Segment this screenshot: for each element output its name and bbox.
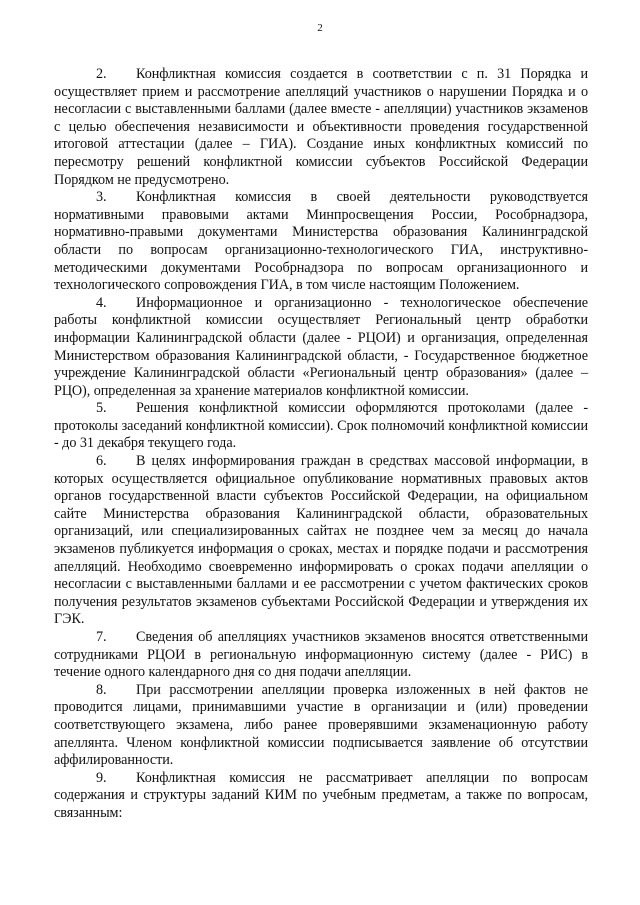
paragraph-number: 9.: [96, 769, 107, 786]
paragraph-number: 7.: [96, 629, 107, 645]
document-body: [54, 66, 588, 823]
paragraph-2: [54, 66, 588, 189]
paragraph-text: Информационное и организационно - технологическое обеспечение работы конфликтной комиссии осуществляет Региональный центр обработки информации Калининградской области (далее - РЦОИ) и организация, определенная Министерством образования Калининградской области, - Государственное бюджетное учреждение Калининградской области «Региональный центр образования» (далее – РЦО), определенная за хранение материалов конфликтной комиссии.: [54, 294, 588, 399]
paragraph-5: [54, 400, 588, 453]
paragraph-8: [54, 682, 588, 770]
paragraph-number: 4.: [96, 294, 107, 311]
paragraph-text: Конфликтная комиссия создается в соответствии с п. 31 Порядка и осуществляет прием и рассмотрение апелляций участников о нарушении Порядка и о несогласии с выставленными баллами (далее вместе - апелляции) участников экзаменов с целью обеспечения независимости и объективности проведения государственной итоговой аттестации (далее – ГИА). Создание иных конфликтных комиссий по пересмотру решений конфликтной комиссии субъектов Российской Федерации Порядком не предусмотрено.: [54, 66, 588, 188]
paragraph-text: Конфликтная комиссия в своей деятельности руководствуется нормативными правовыми актами Минпросвещения России, Рособрнадзора, нормативно-правыми документами Министерства образования Калининградской области по вопросам организационно-технологического ГИА, инструктивно-методическими документами Рособрнадзора по вопросам организационного и технологического сопровождения ГИА, в том числе настоящим Положением.: [54, 189, 588, 294]
paragraph-text: При рассмотрении апелляции проверка изложенных в ней фактов не проводится лицами, принимавшими участие в организации и (или) проведении соответствующего экзамена, либо ранее проверявшими экзаменационную работу апеллянта. Членом конфликтной комиссии подписывается заявление об отсутствии аффилированности.: [54, 681, 588, 769]
page-number: 2: [317, 22, 323, 34]
paragraph-number: 3.: [96, 189, 107, 206]
paragraph-text: В целях информирования граждан в средствах массовой информации, в которых осуществляется официальное опубликование нормативных правовых актов органов государственной власти субъектов Российской Федерации, на официальном сайте Министерства образования Калининградской области, образовательных организаций, или специализированных сайтах не позднее чем за месяц до начала экзаменов публикуется информация о сроках, местах и порядке подачи и рассмотрения апелляций. Необходимо своевременно информировать о сроках подачи апелляции о несогласии с выставленными баллами и ее рассмотрении с учетом фактических сроков получения результатов экзаменов субъектами Российской Федерации и утверждения их ГЭК.: [54, 453, 588, 628]
paragraph-text: Конфликтная комиссия не рассматривает апелляции по вопросам содержания и структуры заданий КИМ по учебным предметам, а также по вопросам, связанным:: [54, 769, 588, 821]
paragraph-7: [54, 629, 588, 682]
paragraph-number: 8.: [96, 681, 107, 698]
paragraph-number: 5.: [96, 400, 107, 417]
paragraph-9: [54, 770, 588, 823]
paragraph-number: 2.: [96, 66, 107, 82]
paragraph-number: 6.: [96, 453, 107, 470]
paragraph-text: Решения конфликтной комиссии оформляются протоколами (далее - протоколы заседаний конфликтной комиссии). Срок полномочий конфликтной комиссии - до 31 декабря текущего года.: [54, 400, 588, 452]
paragraph-3: [54, 189, 588, 295]
paragraph-6: [54, 453, 588, 629]
paragraph-4: [54, 295, 588, 401]
paragraph-text: Сведения об апелляциях участников экзаменов вносятся ответственными сотрудниками РЦОИ в региональную информационную систему (далее - РИС) в течение одного календарного дня со дня подачи апелляции.: [54, 629, 588, 681]
